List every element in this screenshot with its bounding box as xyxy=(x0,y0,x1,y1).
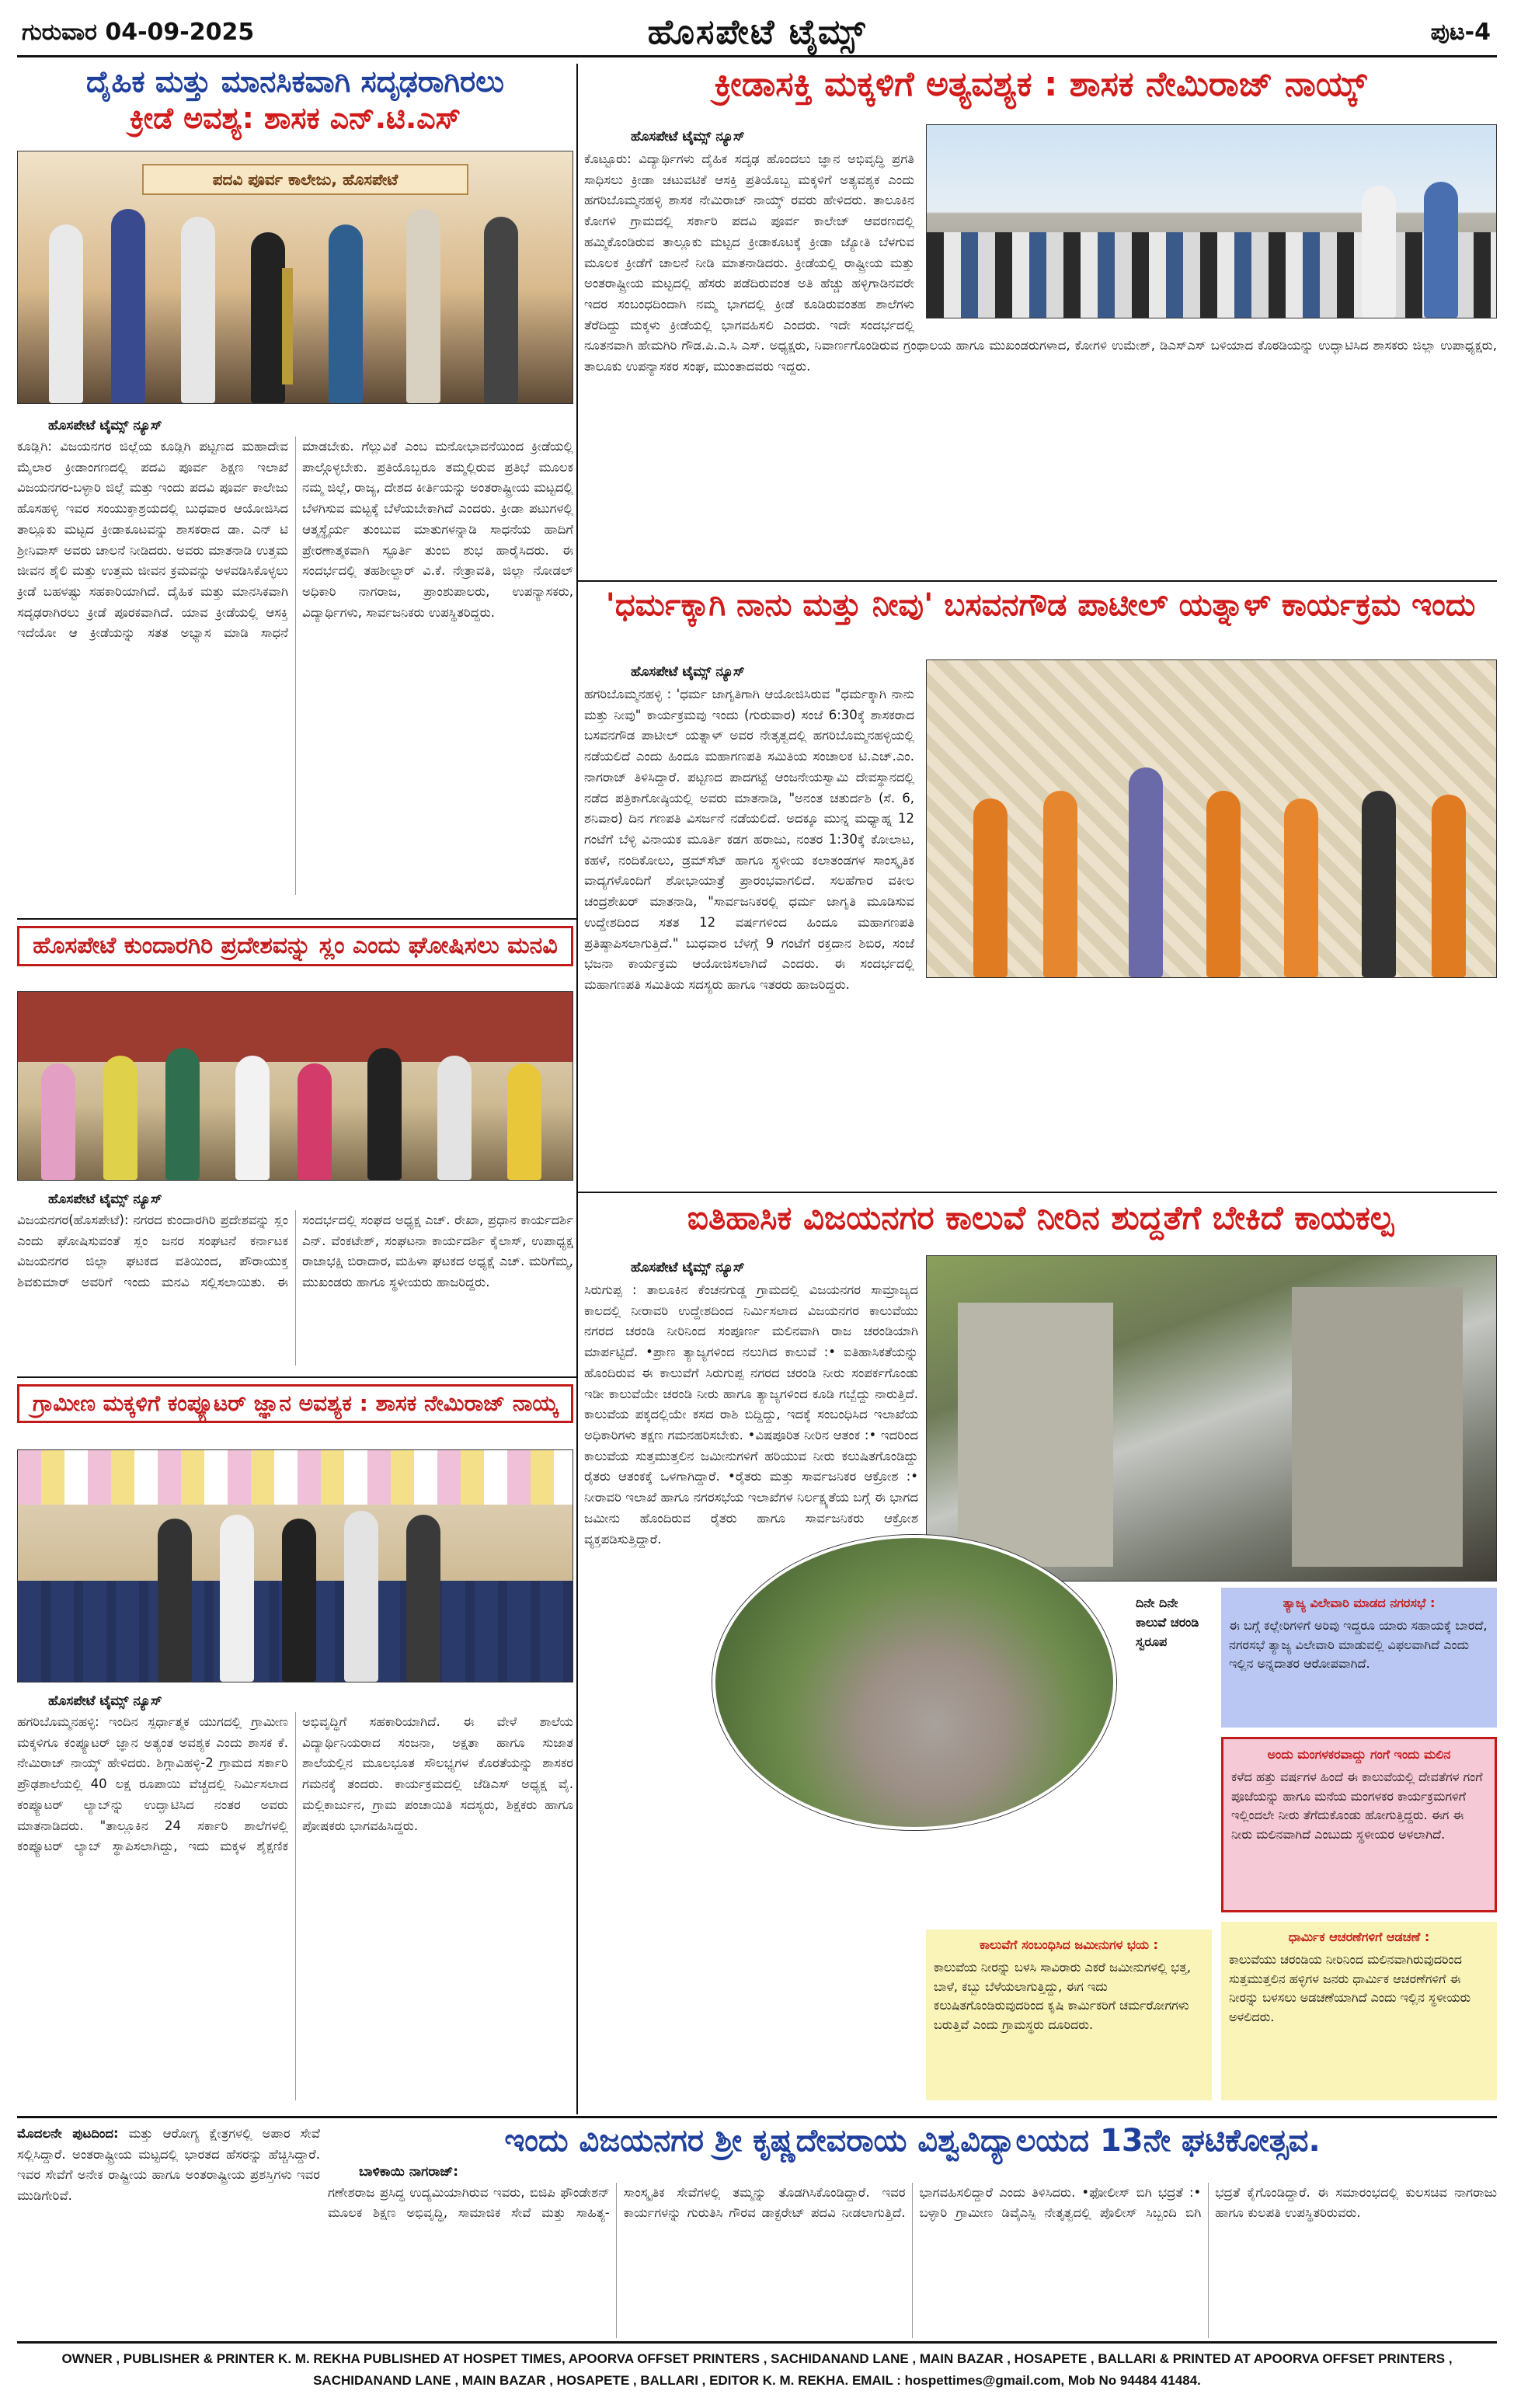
box-title: ತ್ಯಾಜ್ಯ ವಿಲೇವಾರಿ ಮಾಡದ ನಗರಸಭೆ : xyxy=(1283,1595,1436,1610)
sub-label: ಬಾಳಿಕಾಯಿ ನಾಗರಾಜ್: xyxy=(359,2163,459,2180)
photo-garbage-pile xyxy=(712,1535,1116,1830)
headline: ಐತಿಹಾಸಿಕ ವಿಜಯನಗರ ಕಾಲುವೆ ನೀರಿನ ಶುದ್ದತೆಗೆ ಬೇಕಿದೆ ಕಾಯಕಲ್ಪ xyxy=(687,1199,1394,1237)
lead-label: ಮೊದಲನೇ ಪುಟದಿಂದ: xyxy=(17,2126,119,2141)
lead-text: ಮತ್ತು ಆರೋಗ್ಯ ಕ್ಷೇತ್ರಗಳಲ್ಲಿ ಅಪಾರ ಸೇವೆ ಸಲ್ಲಿಸಿದ್ದಾರೆ. ಅಂತರಾಷ್ಟ್ರೀಯ ಮಟ್ಟದಲ್ಲಿ ಭಾರತದ ಹೆಸರನ್ನು ಹೆಚ್ಚಿಸಿದ್ದಾರೆ. ಇವರ ಸೇವೆಗೆ ಅನೇಕ ರಾಷ್ಟ್ರೀಯ ಹಾಗೂ ಅಂತರಾಷ್ಟ್ರೀಯ ಪ್ರಶಸ್ತಿಗಳು ಇವರ ಮುಡಿಗೇರಿವೆ. xyxy=(17,2126,320,2204)
article-body: ಕೂಡ್ಲಿಗಿ: ವಿಜಯನಗರ ಜಿಲ್ಲೆಯ ಕೂಡ್ಲಿಗಿ ಪಟ್ಟಣದ ಮಹಾದೇವ ಮೈಲಾರ ಕ್ರೀಡಾಂಗಣದಲ್ಲಿ ಪದವಿ ಪೂರ್ವ ಶಿಕ್ಷಣ ಇಲಾಖೆ ವಿಜಯನಗರ-ಬಳ್ಳಾರಿ ಜಿಲ್ಲೆ ಮತ್ತು ಇಂದು ಪದವಿ ಪೂರ್ವ ಕಾಲೇಜು ಹೊಸಹಳ್ಳಿ ಇವರ ಸಂಯುಕ್ತಾಶ್ರಯದಲ್ಲಿ ಬುಧವಾರ ಆಯೋಜಿಸಿದ ತಾಲ್ಲೂಕು ಮಟ್ಟದ ಕ್ರೀಡಾಕೂಟವನ್ನು ಶಾಸಕರಾದ ಡಾ. ಎನ್ ಟಿ ಶ್ರೀನಿವಾಸ್ ಅವರು ಚಾಲನೆ ನೀಡಿದರು. ಅವರು ಮಾತನಾಡಿ ಉತ್ತಮ ಜೀವನ ಶೈಲಿ ಮತ್ತು ಉತ್ತಮ ಜೀವನ ಕ್ರಮವನ್ನು ಅಳವಡಿಸಿಕೊಳ್ಳಲು ಕ್ರೀಡೆ ಬಹಳಷ್ಟು ಸಹಕಾರಿಯಾಗಿದೆ. ದೈಹಿಕ ಮತ್ತು ಮಾನಸಿಕವಾಗಿ ಸದೃಢರಾಗಿರಲು ಕ್ರೀಡೆ ಪೂರಕವಾಗಿದೆ. ಯಾವ ಕ್ರೀಡೆಯಲ್ಲಿ ಆಸಕ್ತಿ ಇದೆಯೋ ಆ ಕ್ರೀಡೆಯನ್ನು ಸತತ ಅಭ್ಯಾಸ ಮಾಡಿ ಸಾಧನೆ ಮಾಡಬೇಕು. ಗೆಲ್ಲುವಿಕೆ ಎಂಬ ಮನೋಭಾವನೆಯಿಂದ ಕ್ರೀಡೆಯಲ್ಲಿ ಪಾಲ್ಗೊಳ್ಳಬೇಕು. ಪ್ರತಿಯೊಬ್ಬರೂ ತಮ್ಮಲ್ಲಿರುವ ಪ್ರತಿಭೆ ಮೂಲಕ ನಮ್ಮ ಜಿಲ್ಲೆ, ರಾಜ್ಯ, ದೇಶದ ಕೀರ್ತಿಯನ್ನು ಅಂತರಾಷ್ಟ್ರೀಯ ಮಟ್ಟದಲ್ಲಿ ಬೆಳಗಿಸುವ ಮಟ್ಟಕ್ಕೆ ಬೆಳೆಯಬೇಕಾಗಿದೆ ಎಂದರು. ಕ್ರೀಡಾ ಪಟುಗಳಲ್ಲಿ ಆತ್ಮಸ್ಥೈರ್ಯ ತುಂಬುವ ಮಾತುಗಳನ್ನಾಡಿ ಸಾಧನೆಯ ಹಾದಿಗೆ ಪ್ರೇರಣಾತ್ಮಕವಾಗಿ ಸ್ಫೂರ್ತಿ ತುಂಬಿ ಶುಭ ಹಾರೈಸಿದರು. ಈ ಸಂದರ್ಭದಲ್ಲಿ ತಹಶೀಲ್ದಾರ್ ವಿ.ಕೆ. ನೇತ್ರಾವತಿ, ಜಿಲ್ಲಾ ನೋಡಲ್ ಅಧಿಕಾರಿ ನಾಗರಾಜ, ಪ್ರಾಂಶುಪಾಲರು, ಉಪನ್ಯಾಸಕರು, ವಿದ್ಯಾರ್ಥಿಗಳು, ಸಾರ್ವಜನಿಕರು ಉಪಸ್ಥಿತರಿದ್ದರು. xyxy=(17,439,573,641)
page-number: ಪುಟ-4 xyxy=(1430,19,1491,46)
box-body: ಕಾಲುವೆಯು ಚರಂಡಿಯ ನೀರಿನಿಂದ ಮಲಿನವಾಗಿರುವುದರಿಂದ ಸುತ್ತಮುತ್ತಲಿನ ಹಳ್ಳಿಗಳ ಜನರು ಧಾರ್ಮಿಕ ಆಚರಣೆಗಳಿಗೆ ಈ ನೀರನ್ನು ಬಳಸಲು ಅಡಚಣೆಯಾಗಿದೆ ಎಂದು ಇಲ್ಲಿನ ಸ್ಥಳೀಯರು ಅಳಲಿದರು. xyxy=(1229,1951,1471,2025)
event-banner: ಪದವಿ ಪೂರ್ವ ಕಾಲೇಜು, ಹೊಸಪೇಟೆ xyxy=(142,164,468,195)
story-convocation xyxy=(17,2124,1497,2338)
box-title: ಧಾರ್ಮಿಕ ಆಚರಣೆಗಳಿಗೆ ಆಡಚಣೆ : xyxy=(1288,1930,1430,1944)
headline: ಗ್ರಾಮೀಣ ಮಕ್ಕಳಿಗೆ ಕಂಪ್ಯೂಟರ್ ಜ್ಞಾನ ಅವಶ್ಯಕ : ಶಾಸಕ ನೇಮಿರಾಜ್ ನಾಯ್ಕ xyxy=(17,1384,573,1423)
imprint-line-1: OWNER , PUBLISHER & PRINTER K. M. REKHA PUBLISHED AT HOSPET TIMES, APOORVA OFFSET PRINTERS , SACHIDANAND LANE , MAIN BAZAR , HOSAPETE , BALLARI & PRINTED AT APOORVA OFFSET PRINTERS , xyxy=(61,2351,1453,2366)
box-body: ಕಳೆದ ಹತ್ತು ವರ್ಷಗಳ ಹಿಂದೆ ಈ ಕಾಲುವೆಯಲ್ಲಿ ದೇವತೆಗಳ ಗಂಗೆ ಪೂಜೆಯನ್ನು ಹಾಗೂ ಮನೆಯ ಮಂಗಳಕರ ಕಾರ್ಯಕ್ರಮಗಳಿಗೆ ಇಲ್ಲಿಂದಲೇ ನೀರು ತೆಗೆದುಕೊಂಡು ಹೋಗುತ್ತಿದ್ದರು. ಈಗ ಈ ನೀರು ಮಲಿನವಾಗಿದೆ ಎಂಬುದು ಸ್ಥಳೀಯರ ಅಳಲಾಗಿದೆ. xyxy=(1231,1769,1483,1843)
imprint-line-2: SACHIDANAND LANE , MAIN BAZAR , HOSAPETE , BALLARI , EDITOR K. M. REKHA. EMAIL : hospettimes@gmail.com, Mob No 94484 41484. xyxy=(313,2373,1201,2389)
headline: 'ಧರ್ಮಕ್ಕಾಗಿ ನಾನು ಮತ್ತು ನೀವು' ಬಸವನಗೌಡ ಪಾಟೀಲ್ ಯತ್ನಾಳ್ ಕಾರ್ಯಕ್ರಮ ಇಂದು xyxy=(605,588,1476,623)
headline: ಕ್ರೀಡಾಸಕ್ತಿ ಮಕ್ಕಳಿಗೆ ಅತ್ಯವಶ್ಯಕ : ಶಾಸಕ ನೇಮಿರಾಜ್ ನಾಯ್ಕ್ xyxy=(714,65,1367,104)
article-body: ಹಗರಿಬೊಮ್ಮನಹಳ್ಳಿ: ಇಂದಿನ ಸ್ಪರ್ಧಾತ್ಮಕ ಯುಗದಲ್ಲಿ ಗ್ರಾಮೀಣ ಮಕ್ಕಳಿಗೂ ಕಂಪ್ಯೂಟರ್ ಜ್ಞಾನ ಅತ್ಯಂತ ಅವಶ್ಯಕ ಎಂದು ಶಾಸಕ ಕೆ. ನೇಮಿರಾಜ್ ನಾಯ್ಕ್ ಹೇಳಿದರು. ಶಿಗ್ಗಾವಿಹಳ್ಳಿ-2 ಗ್ರಾಮದ ಸರ್ಕಾರಿ ಪ್ರೌಢಶಾಲೆಯಲ್ಲಿ 40 ಲಕ್ಷ ರೂಪಾಯಿ ವೆಚ್ಚದಲ್ಲಿ ನಿರ್ಮಿಸಲಾದ ಕಂಪ್ಯೂಟರ್ ಲ್ಯಾಬ್‌ನ್ನು ಉದ್ಘಾಟಿಸಿದ ನಂತರ ಅವರು ಮಾತನಾಡಿದರು. "ತಾಲ್ಲೂಕಿನ 24 ಸರ್ಕಾರಿ ಶಾಲೆಗಳಲ್ಲಿ ಕಂಪ್ಯೂಟರ್ ಲ್ಯಾಬ್ ಸ್ಥಾಪಿಸಲಾಗಿದ್ದು, ಇದು ಮಕ್ಕಳ ಶೈಕ್ಷಣಿಕ ಅಭಿವೃದ್ಧಿಗೆ ಸಹಕಾರಿಯಾಗಿದೆ. ಈ ವೇಳೆ ಶಾಲೆಯ ವಿದ್ಯಾರ್ಥಿನಿಯರಾದ ಸಂಜನಾ, ಅಕ್ಷತಾ ಹಾಗೂ ಸುಜಾತ ಶಾಲೆಯಲ್ಲಿನ ಮೂಲಭೂತ ಸೌಲಭ್ಯಗಳ ಕೊರತೆಯನ್ನು ಶಾಸಕರ ಗಮನಕ್ಕೆ ತಂದರು. ಕಾರ್ಯಕ್ರಮದಲ್ಲಿ ಜೆಡಿಎಸ್ ಅಧ್ಯಕ್ಷ ವೈ. ಮಲ್ಲಿಕಾರ್ಜುನ, ಗ್ರಾಮ ಪಂಚಾಯಿತಿ ಸದಸ್ಯರು, ಶಿಕ್ಷಕರು ಹಾಗೂ ಪೋಷಕರು ಭಾಗವಹಿಸಿದ್ದರು. xyxy=(17,1714,573,1854)
byline: ಹೊಸಪೇಟೆ ಟೈಮ್ಸ್ ನ್ಯೂಸ್ xyxy=(48,418,162,433)
masthead xyxy=(17,9,1497,57)
story-sports-kottur xyxy=(584,65,1497,578)
box-title: ಅಂದು ಮಂಗಳಕರವಾದ್ದು ಗಂಗೆ ಇಂದು ಮಲಿನ xyxy=(1267,1747,1451,1762)
newspaper-name: ಹೊಸಪೇಟೆ ಟೈಮ್ಸ್ xyxy=(647,12,867,52)
headline: ಇಂದು ವಿಜಯನಗರ ಶ್ರೀ ಕೃಷ್ಣದೇವರಾಯ ವಿಶ್ವವಿದ್ಯಾಲಯದ 13ನೇ ಘಟಿಕೋತ್ಸವ. xyxy=(504,2124,1321,2159)
box-title: ಕಾಲುವೆಗೆ ಸಂಬಂಧಿಸಿದ ಜಮೀನುಗಳ ಭಯ : xyxy=(980,1937,1158,1952)
box-body: ಕಾಲುವೆಯ ನೀರನ್ನು ಬಳಸಿ ಸಾವಿರಾರು ಎಕರೆ ಜಮೀನುಗಳಲ್ಲಿ ಭತ್ತ, ಬಾಳೆ, ಕಬ್ಬು ಬೆಳೆಯಲಾಗುತ್ತಿದ್ದು, ಈಗ ಇದು ಕಲುಷಿತಗೊಂಡಿರುವುದರಿಂದ ಕೃಷಿ ಕಾರ್ಮಿಕರಿಗೆ ಚರ್ಮರೋಗಗಳು ಬರುತ್ತಿವೆ ಎಂದು ಗ್ರಾಮಸ್ಥರು ದೂರಿದರು. xyxy=(934,1959,1192,2033)
photo-lamp-lighting xyxy=(17,151,573,404)
byline: ಹೊಸಪೇಟೆ ಟೈಮ್ಸ್ ನ್ಯೂಸ್ xyxy=(48,1693,162,1709)
story-canal xyxy=(584,1199,1497,2113)
headline-sub: ಕ್ರೀಡೆ ಅವಶ್ಯ: ಶಾಸಕ ಎನ್.ಟಿ.ಎಸ್ xyxy=(129,101,461,136)
article-body-wrap xyxy=(584,684,1497,1181)
box-religious-rites xyxy=(1221,1922,1497,2100)
column-divider xyxy=(576,64,578,2114)
article-body-wrap xyxy=(584,149,1497,575)
byline: ಹೊಸಪೇಟೆ ಟೈಮ್ಸ್ ನ್ಯೂಸ್ xyxy=(631,664,745,680)
box-body: ಈ ಬಗ್ಗೆ ಕಲ್ಲೇರಿಗಳಿಗೆ ಅರಿವು ಇದ್ದರೂ ಯಾರು ಸಹಾಯಕ್ಕೆ ಬಾರದೆ, ನಗರಸಭೆ ತ್ಯಾಜ್ಯ ವಿಲೇವಾರಿ ಮಾಡುವಲ್ಲಿ ವಿಫಲವಾಗಿದೆ ಎಂದು ಇಲ್ಲಿನ ಅನ್ನದಾತರ ಆರೋಪವಾಗಿದೆ. xyxy=(1229,1617,1488,1672)
photo-memorandum xyxy=(17,991,573,1181)
article-body: ವಿಜಯನಗರ(ಹೊಸಪೇಟೆ): ನಗರದ ಕುಂದಾರಗಿರಿ ಪ್ರದೇಶವನ್ನು ಸ್ಲಂ ಎಂದು ಘೋಷಿಸುವಂತೆ ಸ್ಲಂ ಜನರ ಸಂಘಟನೆ ಕರ್ನಾಟಕ ವಿಜಯನಗರ ಜಿಲ್ಲಾ ಘಟಕದ ವತಿಯಿಂದ, ಪೌರಾಯುಕ್ತ ಶಿವಕುಮಾರ್ ಅವರಿಗೆ ಇಂದು ಮನವಿ ಸಲ್ಲಿಸಲಾಯಿತು. ಈ ಸಂದರ್ಭದಲ್ಲಿ ಸಂಘದ ಅಧ್ಯಕ್ಷ ಎಚ್. ರೇಖಾ, ಪ್ರಧಾನ ಕಾರ್ಯದರ್ಶಿ ಎನ್. ವೆಂಕಟೇಶ್, ಸಂಘಟನಾ ಕಾರ್ಯದರ್ಶಿ ಕೈಲಾಸ್, ಉಪಾಧ್ಯಕ್ಷ ರಾಜಾಭಕ್ಷಿ ಬಿರಾದಾರ, ಮಹಿಳಾ ಘಟಕದ ಅಧ್ಯಕ್ಷೆ ಎಚ್. ಮರಿಗೆಮ್ಮ, ಮುಖಂಡರು ಹಾಗೂ ಸ್ಥಳೀಯರು ಹಾಜರಿದ್ದರು. xyxy=(17,1213,573,1290)
lead-continuation xyxy=(17,2124,320,2207)
section-divider xyxy=(17,1376,576,1378)
article-body: ಗಣೇಶರಾಜ ಪ್ರಸಿದ್ಧ ಉದ್ಯಮಿಯಾಗಿರುವ ಇವರು, ಬಿಜಿಪಿ ಫೌಂಡೇಶನ್ ಮೂಲಕ ಶಿಕ್ಷಣ ಅಭಿವೃದ್ಧಿ, ಸಾಮಾಜಿಕ ಸೇವೆ ಮತ್ತು ಸಾಹಿತ್ಯ-ಸಾಂಸ್ಕೃತಿಕ ಸೇವೆಗಳಲ್ಲಿ ತಮ್ಮನ್ನು ತೊಡಗಿಸಿಕೊಂಡಿದ್ದಾರೆ. ಇವರ ಕಾರ್ಯಗಳನ್ನು ಗುರುತಿಸಿ ಗೌರವ ಡಾಕ್ಟರೇಟ್ ಪದವಿ ನೀಡಲಾಗುತ್ತಿದೆ. ಭಾಗವಹಿಸಲಿದ್ದಾರೆ ಎಂದು ತಿಳಿಸಿದರು. •ಫೋಲೀಸ್ ಬಿಗಿ ಭದ್ರತೆ :• ಬಳ್ಳಾರಿ ಗ್ರಾಮೀಣ ಡಿವೈಎಸ್ಪಿ ನೇತೃತ್ವದಲ್ಲಿ ಪೊಲೀಸ್ ಸಿಬ್ಬಂದಿ ಬಿಗಿ ಭದ್ರತೆ ಕೈಗೊಂಡಿದ್ದಾರೆ. ಈ ಸಮಾರಂಭದಲ್ಲಿ ಕುಲಸಚಿವ ನಾಗರಾಜು ಹಾಗೂ ಕುಲಪತಿ ಉಪಸ್ಥಿತರಿರುವರು. xyxy=(328,2184,1497,2221)
story-dharma-event xyxy=(584,588,1497,1188)
article-body: ಕೊಟ್ಟೂರು: ವಿದ್ಯಾರ್ಥಿಗಳು ದೈಹಿಕ ಸದೃಢ ಹೊಂದಲು ಜ್ಞಾನ ಅಭಿವೃದ್ಧಿ ಪ್ರಗತಿ ಸಾಧಿಸಲು ಕ್ರೀಡಾ ಚಟುವಟಿಕೆ ಆಸಕ್ತಿ ಪ್ರತಿಯೊಬ್ಬ ಮಕ್ಕಳಿಗೆ ಅತ್ಯವಶ್ಯಕ ಎಂದು ಹಗರಿಬೊಮ್ಮನಹಳ್ಳಿ ಶಾಸಕ ನೇಮಿರಾಜ್ ನಾಯ್ಕ್ ರವರು ಹೇಳಿದರು. ತಾಲೂಕಿನ ಕೋಗಳಿ ಗ್ರಾಮದಲ್ಲಿ ಸರ್ಕಾರಿ ಪದವಿ ಪೂರ್ವ ಕಾಲೇಜ್ ಆವರಣದಲ್ಲಿ ಹಮ್ಮಿಕೊಂಡಿರುವ ತಾಲ್ಲೂಕು ಮಟ್ಟದ ಕ್ರೀಡಾಕೂಟಕ್ಕೆ ಕ್ರೀಡಾ ಜ್ಯೋತಿ ಬೆಳಗುವ ಮೂಲಕ ಕ್ರೀಡೆಗೆ ಚಾಲನೆ ನೀಡಿ ಮಾತನಾಡಿದರು. ಕ್ರೀಡೆಯಲ್ಲಿ ರಾಷ್ಟ್ರೀಯ ಮತ್ತು ಅಂತರಾಷ್ಟ್ರೀಯ ಮಟ್ಟದಲ್ಲಿ ಹೆಸರು ಪಡೆದಿರುವಂತ ಅತಿ ಹೆಚ್ಚು ಹಳ್ಳಿಗಾಡಿನವರೇ ಇದರ ಸಂಬಂಧದಿಂದಾಗಿ ನಮ್ಮ ಭಾಗದಲ್ಲಿ ಕ್ರೀಡೆ ಕೂಡಿರುವಂತಹ ಶಾಲೆಗಳು ತೆರೆದಿದ್ದು ಮಕ್ಕಳು ಕ್ರೀಡೆಯಲ್ಲಿ ಭಾಗವಹಿಸಲಿ ಎಂದರು. ಇದೇ ಸಂದರ್ಭದಲ್ಲಿ ನೂತನವಾಗಿ ಹೇಮಗಿರಿ ಗೌಡ.ಪಿ.ಎ.ಸಿ ಎಸ್. ಅಧ್ಯಕ್ಷರು, ನಿವಾರ್ಣಗೊಂಡಿರುವ ಗ್ರಂಥಾಲಯ ಹಾಗೂ ಮುಖಂಡರುಗಳಾದ, ಕೋಗಳಿ ಉಮೇಶ್, ಡಿಎಸ್‌ಎಸ್ ಬಳಿಯಾದ ಕೊಠಡಿಯನ್ನು ಉದ್ಘಾಟಿಸಿದ ಶಾಸಕರು ಜಿಲ್ಲಾ ಉಪಾಧ್ಯಕ್ಷರು, ತಾಲೂಕು ಉಪನ್ಯಾಸಕರ ಸಂಘ, ಮುಂತಾದವರು ಇದ್ದರು. xyxy=(584,151,1497,374)
section-divider xyxy=(578,1192,1497,1193)
byline: ಹೊಸಪೇಟೆ ಟೈಮ್ಸ್ ನ್ಯೂಸ್ xyxy=(631,129,745,144)
box-waste-disposal xyxy=(1221,1588,1497,1728)
newspaper-page xyxy=(17,9,1497,2399)
article-body: ಸಿರುಗುಪ್ಪ : ತಾಲೂಕಿನ ಕೆಂಚನಗುಡ್ಡ ಗ್ರಾಮದಲ್ಲಿ ವಿಜಯನಗರ ಸಾಮ್ರಾಜ್ಯದ ಕಾಲದಲ್ಲಿ ನೀರಾವರಿ ಉದ್ದೇಶದಿಂದ ನಿರ್ಮಿಸಲಾದ ವಿಜಯನಗರ ಕಾಲುವೆಯು ನಗರದ ಚರಂಡಿ ನೀರಿನಿಂದ ಸಂಪೂರ್ಣ ಮಲಿನವಾಗಿ ರಾಜ ಚರಂಡಿಯಾಗಿ ಮಾರ್ಪಟ್ಟಿದೆ. •ಪ್ರಾಣ ತ್ಯಾಜ್ಯಗಳಿಂದ ನಲುಗಿದ ಕಾಲುವೆ :• ಐತಿಹಾಸಿಕತೆಯನ್ನು ಹೊಂದಿರುವ ಈ ಕಾಲುವೆಗೆ ಸಿರುಗುಪ್ಪ ನಗರದ ಚರಂಡಿ ನೀರು ಸಂಪರ್ಕಗೊಂಡು ಇಡೀ ಕಾಲುವೆಯೇ ಚರಂಡಿ ನೀರು ಹಾಗೂ ತ್ಯಾಜ್ಯಗಳಿಂದ ಕೂಡಿ ಗಬ್ಬೆದ್ದು ನಾರುತ್ತಿದೆ. ಕಾಲುವೆಯ ಪಕ್ಕದಲ್ಲಿಯೇ ಕಸದ ರಾಶಿ ಬಿದ್ದಿದ್ದು, ಇದಕ್ಕೆ ಸಂಬಂಧಿಸಿದ ಇಲಾಖೆಯ ಅಧಿಕಾರಿಗಳು ತಕ್ಷಣ ಗಮನಹರಿಸಬೇಕು. •ವಿಷಪೂರಿತ ನೀರಿನ ಆತಂಕ :• ಇದರಿಂದ ಕಾಲುವೆಯ ಸುತ್ತಮುತ್ತಲಿನ ಜಮೀನುಗಳಿಗೆ ಹರಿಯುವ ನೀರು ಕಲುಷಿತಗೊಂಡಿದ್ದು ರೈತರು ಆತಂಕಕ್ಕೆ ಒಳಗಾಗಿದ್ದಾರೆ. •ರೈತರು ಮತ್ತು ಸಾರ್ವಜನಿಕರ ಆಕ್ರೋಶ :• ನೀರಾವರಿ ಇಲಾಖೆ ಹಾಗೂ ನಗರಸಭೆಯ ಇಲಾಖೆಗಳ ನಿರ್ಲಕ್ಷ್ಯತೆಯ ಬಗ್ಗೆ ಈ ಭಾಗದ ಜಮೀನು ಹೊಂದಿರುವ ರೈತರು ಹಾಗೂ ಸಾರ್ವಜನಿಕರು ಆಕ್ರೋಶ ವ್ಯಕ್ತಪಡಿಸುತ್ತಿದ್ದಾರೆ. xyxy=(584,1282,918,1547)
story-sports-ntsh xyxy=(17,65,573,915)
section-divider xyxy=(578,580,1497,582)
byline: ಹೊಸಪೇಟೆ ಟೈಮ್ಸ್ ನ್ಯೂಸ್ xyxy=(631,1260,745,1275)
headline: ದೈಹಿಕ ಮತ್ತು ಮಾನಸಿಕವಾಗಿ ಸದೃಢರಾಗಿರಲು xyxy=(86,65,504,99)
byline: ಹೊಸಪೇಟೆ ಟೈಮ್ಸ್ ನ್ಯೂಸ್ xyxy=(48,1192,162,1207)
box-farmland xyxy=(926,1930,1212,2100)
box-sacred-river xyxy=(1221,1737,1497,1912)
photo-polluted-canal xyxy=(926,1255,1497,1582)
story-slum-declaration xyxy=(17,926,573,1373)
issue-date: ಗುರುವಾರ 04-09-2025 xyxy=(22,19,255,46)
article-body: ಹಗರಿಬೊಮ್ಮನಹಳ್ಳಿ : 'ಧರ್ಮ ಜಾಗೃತಿಗಾಗಿ ಆಯೋಜಿಸಿರುವ "ಧರ್ಮಕ್ಕಾಗಿ ನಾನು ಮತ್ತು ನೀವು" ಕಾರ್ಯಕ್ರಮವು ಇಂದು (ಗುರುವಾರ) ಸಂಜೆ 6:30ಕ್ಕೆ ಶಾಸಕರಾದ ಬಸವನಗೌಡ ಪಾಟೀಲ್ ಯತ್ನಾಳ್ ಅವರ ನೇತೃತ್ವದಲ್ಲಿ ಹಗರಿಬೊಮ್ಮನಹಳ್ಳಿಯಲ್ಲಿ ನಡೆಯಲಿದೆ ಎಂದು ಹಿಂದೂ ಮಹಾಗಣಪತಿ ಸಮಿತಿಯ ಸಂಚಾಲಕ ಟಿ.ಎಚ್.ಎಂ. ನಾಗರಾಜ್ ತಿಳಿಸಿದ್ದಾರೆ. ಪಟ್ಟಣದ ಪಾದಗಟ್ಟೆ ಆಂಜನೇಯಸ್ವಾಮಿ ದೇವಸ್ಥಾನದಲ್ಲಿ ನಡೆದ ಪತ್ರಿಕಾಗೋಷ್ಠಿಯಲ್ಲಿ ಅವರು ಮಾತನಾಡಿ, "ಅನಂತ ಚತುರ್ದಶಿ (ಸೆ. 6, ಶನಿವಾರ) ದಿನ ಗಣಪತಿ ವಿಸರ್ಜನೆ ನಡೆಯಲಿದೆ. ಅದಕ್ಕೂ ಮುನ್ನ ಮಧ್ಯಾಹ್ನ 12 ಗಂಟೆಗೆ ಬೆಳ್ಳಿ ವಿನಾಯಕ ಮೂರ್ತಿ ಕಡಗ ಹರಾಜು, ನಂತರ 1:30ಕ್ಕೆ ಕೋಲಾಟ, ಕಹಳೆ, ನಂದಿಕೋಲು, ಡ್ರಮ್‌ಸೆಟ್ ಹಾಗೂ ಸ್ಥಳೀಯ ಕಲಾತಂಡಗಳ ಸಾಂಸ್ಕೃತಿಕ ವಾದ್ಯಗಳೊಂದಿಗೆ ಶೋಭಾಯಾತ್ರೆ ಪ್ರಾರಂಭವಾಗಲಿದೆ. ಸಲಹೆಗಾರ ವಕೀಲ ಚಂದ್ರಶೇಖರ್ ಮಾತನಾಡಿ, "ಸಾರ್ವಜನಿಕರಲ್ಲಿ ಧರ್ಮ ಜಾಗೃತಿ ಮೂಡಿಸುವ ಉದ್ದೇಶದಿಂದ ಸತತ 12 ವರ್ಷಗಳಿಂದ ಹಿಂದೂ ಮಹಾಗಣಪತಿ ಪ್ರತಿಷ್ಠಾಪಿಸಲಾಗುತ್ತಿದೆ." ಬುಧವಾರ ಬೆಳಗ್ಗೆ 9 ಗಂಟೆಗೆ ರಕ್ತದಾನ ಶಿಬಿರ, ಸಂಜೆ ಭಜನಾ ಕಾರ್ಯಕ್ರಮ ಆಯೋಜಿಸಲಾಗಿದೆ ಎಂದರು. ಈ ಸಂದರ್ಭದಲ್ಲಿ ಮಹಾಗಣಪತಿ ಸಮಿತಿಯ ಸದಸ್ಯರು ಹಾಗೂ ಇತರರು ಹಾಜರಿದ್ದರು. xyxy=(584,687,914,993)
photo-caption: ದಿನೇ ದಿನೇ ಕಾಲುವೆ ಚರಂಡಿ ಸ್ವರೂಪ xyxy=(1136,1595,1199,1649)
section-divider xyxy=(17,918,576,920)
story-computer-lab xyxy=(17,1384,573,2110)
imprint-footer xyxy=(17,2341,1497,2399)
headline: ಹೊಸಪೇಟೆ ಕುಂದಾರಗಿರಿ ಪ್ರದೇಶವನ್ನು ಸ್ಲಂ ಎಂದು ಘೋಷಿಸಲು ಮನವಿ xyxy=(17,926,573,966)
photo-computer-lab xyxy=(17,1449,573,1682)
section-divider xyxy=(17,2116,1497,2118)
